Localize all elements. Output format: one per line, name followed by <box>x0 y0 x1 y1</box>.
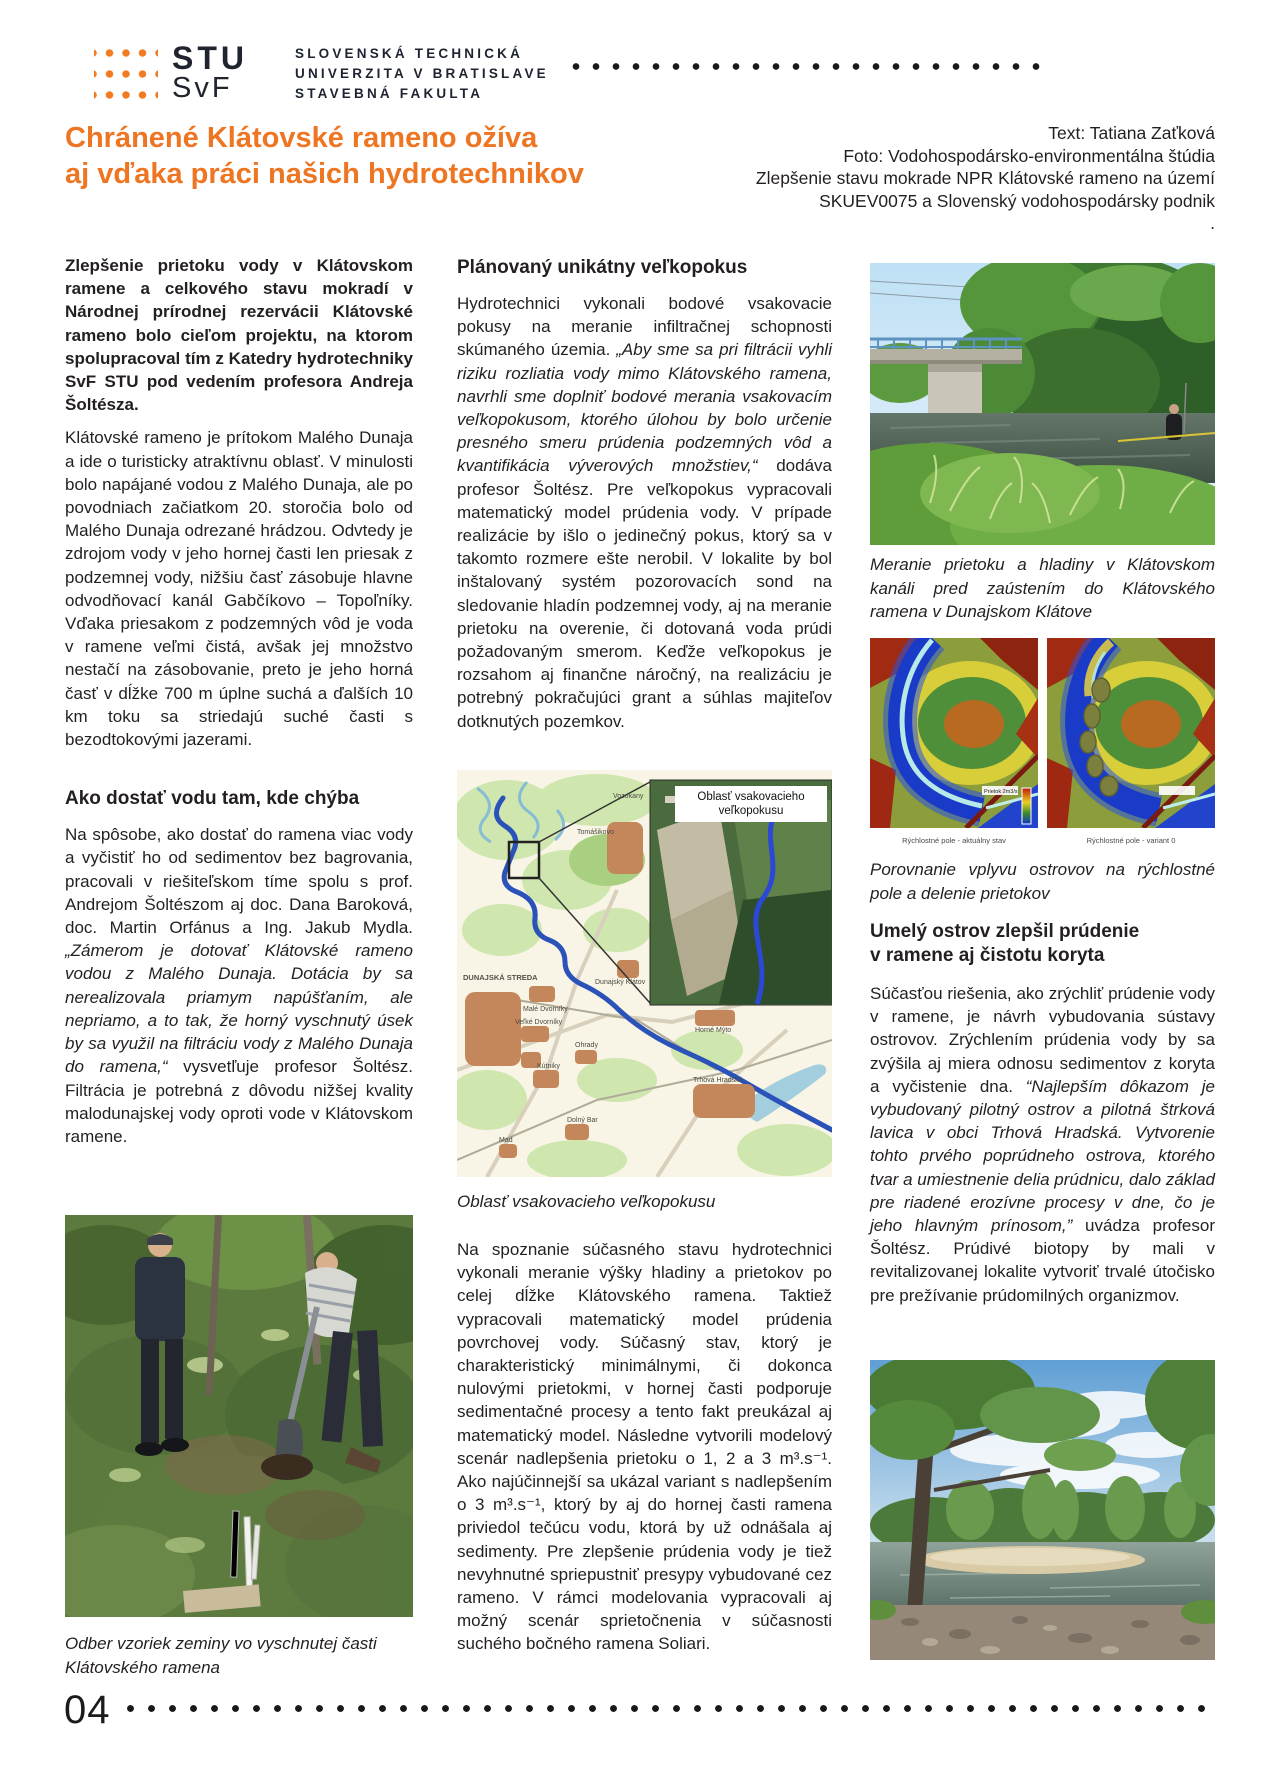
velocity-variant-label: Rýchlostné pole - variant 0 <box>1086 836 1176 845</box>
flow-rate-label: Prietok 2m3/s <box>984 789 1018 795</box>
map-label: Trhová Hradská <box>693 1077 743 1084</box>
map-illustration <box>457 770 832 1177</box>
credit-line: Foto: Vodohospodársko-environmentálna štúdia <box>843 145 1215 166</box>
lead-paragraph: Zlepšenie prietoku vody v Klátovskom ramene a celkového stavu mokradí v Národnej prírodnej rezervácii Klátovské rameno bolo cieľom projektu, na ktorom spolupracoval tím z Katedry hydrotechniky SvF STU pod vedením profesora Andreja Šoltésza. <box>65 256 413 415</box>
map-label: Veľké Dvorníky <box>515 1019 563 1026</box>
photo-soil-sampling-illustration <box>65 1215 413 1617</box>
paragraph: Klátovské rameno je prítokom Malého Dunaja a ide o turisticky atraktívnu oblasť. V minulosti bolo napájané vodou z Malého Dunaja, ale po povodniach začiatkom 20. storočia bolo od Malého Dunaja odrezané hrádzou. Odvtedy je zdrojom vody v jeho hornej časti len priesak z podzemnej vody, nižšiu časť zásobuje hlavne odvodňovací kanál Gabčíkovo – Topoľníky. Vďaka priesakom z podzemných vôd je voda v ramene veľmi čistá, avšak jej množstvo nestačí na zásobovanie, preto je jeho horná časť v dĺžke 700 m úplne suchá a ďalších 10 km toku sa striedajú suché časti s bezodtokovými jazerami. <box>65 428 413 750</box>
text-segment: Súčasťou riešenia, ako zrýchliť prúdenie vody v ramene, je návrh vybudovania sústavy ostrovov. Zrýchlením prúdenia vody by sa zvýšila aj miera odnosu sedimentov z koryta a vyčistenie dna. <box>870 984 1215 1096</box>
section-heading-line-1: Umelý ostrov zlepšil prúdenie <box>870 921 1140 942</box>
article-credits <box>600 122 1215 235</box>
photo-river-bridge-caption: Meranie prietoku a hladiny v Klátovskom kanáli pred zaústením do Klátovského ramena v Dunajskom Klátove <box>870 555 1215 621</box>
column-3-text <box>870 920 1215 1317</box>
section-heading: Plánovaný unikátny veľkopokus <box>457 257 748 278</box>
text-segment: Na spôsobe, ako dostať do ramena viac vody a vyčistiť ho od sedimentov bez bagrovania, pracovali v riešiteľskom tíme spolu s prof. Andrejom Šoltészom aj doc. Dana Baroková, doc. Martin Orfánus a Ing. Jakub Mydla. <box>65 825 413 938</box>
paragraph <box>870 982 1215 1307</box>
velocity-figure-variant <box>1047 638 1215 845</box>
column-2-text-top <box>457 256 832 743</box>
velocity-current-label: Rýchlostné pole - aktuálny stav <box>902 836 1006 845</box>
map-label: Kútniky <box>537 1063 560 1070</box>
text-segment: vysvetľuje profesor Šoltész. Filtrácia je potrebná z dôvodu nižšej kvality malodunajskej vody oproti vode v Klátovskom ramene. <box>65 1057 413 1146</box>
text-segment: Hydrotechnici vykonali bodové vsakovacie pokusy na meranie infiltračnej schopnosti skúmaného územia. <box>457 294 832 360</box>
svf-logo-text: SvF <box>172 72 233 104</box>
quote-segment: “Najlepším dôkazom je vybudovaný pilotný ostrov a pilotná štrková lavica v obci Trhová Hradská. Vytvorenie tohto prvého poprúdneho ostrova, ktorého tvar a umiestnenie delia prúdnicu, dalo základ pre riadené erozívne procesy v dne, čo je jeho hlavným prínosom,” <box>870 1076 1215 1236</box>
university-line-1: SLOVENSKÁ TECHNICKÁ <box>295 46 524 61</box>
map-caption: Oblasť vsakovacieho veľkopokusu <box>457 1192 716 1211</box>
stu-logo-dot-grid-icon <box>94 44 158 104</box>
map-label: Dunajský Klátov <box>595 979 646 986</box>
velocity-map-variant-illustration <box>1047 638 1215 828</box>
photo-gravel-bar-illustration <box>870 1360 1215 1660</box>
page-number: 04 <box>64 1688 111 1732</box>
section-heading-line-2: v ramene aj čistotu koryta <box>870 945 1105 966</box>
map-inset-label: Oblasť vsakovacieho veľkopokusu <box>675 786 827 822</box>
map-label: Dolný Bar <box>567 1117 598 1124</box>
section-heading <box>870 920 1215 968</box>
credit-line: SKUEV0075 a Slovenský vodohospodársky podnik <box>819 190 1215 211</box>
paragraph: Na spoznanie súčasného stavu hydrotechnici vykonali meranie výšky hladiny a prietokov po celej dĺžke Klátovského ramena. Taktiež vypracovali matematický model prúdenia povrchovej vody. Súčasný stav, ktorý je charakteristický minimálnymi, či dokonca nulovými prietokmi, v hornej časti podporuje sedimentačné procesy a tento fakt preukázal aj matematický model. Následne vytvorili modelový scenár nadlepšenia prietoku o 1, 2 a 3 m³.s⁻¹. Ako najúčinnejší sa ukázal variant s nadlepšením o 3 m³.s⁻¹, ktorý by aj do hornej časti ramena priviedol tečúcu vodu, ktorá by už odnášala aj sedimenty. Pre zlepšenie prúdenia vody je tiež nevyhnutné spriepustniť presypy vybudované cez rameno. V rámci modelovania vypracovali aj možný scenár sprietočnenia v súčasnosti suchého bočného ramena Soliari. <box>457 1240 832 1654</box>
map-label: Horné Mýto <box>695 1027 732 1034</box>
photo-soil-sampling-caption: Odber vzoriek zeminy vo vyschnutej časti Klátovského ramena <box>65 1634 377 1677</box>
photo-river-bridge-illustration <box>870 263 1215 545</box>
article-title-line-1: Chránené Klátovské rameno ožíva <box>65 122 538 154</box>
university-line-2: UNIVERZITA V BRATISLAVE <box>295 66 549 81</box>
credit-line: Zlepšenie stavu mokrade NPR Klátovské rameno na území <box>755 168 1215 188</box>
article-title-line-2: aj vďaka práci našich hydrotechnikov <box>65 158 584 190</box>
column-1-text <box>65 254 413 1158</box>
university-line-3: STAVEBNÁ FAKULTA <box>295 86 484 101</box>
paragraph <box>457 292 832 733</box>
text-segment: uvádza profesor Šoltész. Prúdivé biotopy by mali v revitalizovanej lokalite vytvoriť trvalé útočisko pre prežívanie prúdomilných organizmov. <box>870 1216 1215 1305</box>
map-figure <box>457 770 832 1177</box>
map-label: Mad <box>499 1137 513 1144</box>
column-2-text-bottom <box>457 1238 832 1666</box>
velocity-comparison-caption: Porovnanie vplyvu ostrovov na rýchlostné pole a delenie prietokov <box>870 860 1215 903</box>
university-name <box>295 44 549 104</box>
photo-soil-sampling <box>65 1215 413 1617</box>
quote-segment: „Aby sme sa pri filtrácii vyhli riziku rozliatia vody mimo Klátovského ramena, navrhli sme doplniť bodové merania vsakovacím veľkopokusom, ktorého úlohou by bolo určenie presného smeru prúdenia podzemných vôd a kvantifikácia výverových množstiev,“ <box>457 340 832 476</box>
quote-segment: „Zámerom je dotovať Klátovské rameno vodou z Malého Dunaja. Dotácia by sa nerealizovala priamym napúšťaním, ale nepriamo, a to tak, že horný vyschnutý úsek by sa využil na filtráciu vody z Malého Dunaja do ramena,“ <box>65 941 413 1077</box>
stu-logo-text: STU <box>172 40 248 76</box>
credit-line: Text: Tatiana Zaťková <box>1048 123 1215 143</box>
section-heading: Ako dostať vodu tam, kde chýba <box>65 788 360 810</box>
text-segment: dodáva profesor Šoltész. Pre veľkopokus vypracovali matematický model prúdenia vody. V prípade realizácie by išlo o jedinečný pokus, ktorý sa v takomto rozmere ešte nerobil. V lokalite by bol inštalovaný systém pozorovacích sond na sledovanie hladín podzemnej vody, aj na meranie prietoku na overenie, či dotovaná voda prúdi požadovaným smerom. Keďže veľkopokus je rozsahom aj finančne náročný, na realizáciu je potrebný pokračujúci grant a súhlas majiteľov dotknutých pozemkov. <box>457 456 832 731</box>
credit-line: . <box>1210 213 1215 233</box>
header-dotted-rule-icon <box>566 62 1042 71</box>
velocity-figure-current <box>870 638 1038 845</box>
article-title <box>65 120 665 192</box>
map-label: Vozokany <box>613 793 644 800</box>
velocity-comparison-figure <box>870 638 1215 845</box>
photo-gravel-bar <box>870 1360 1215 1660</box>
velocity-map-current-illustration <box>870 638 1038 828</box>
map-label: Malé Dvorníky <box>523 1006 568 1013</box>
map-label: DUNAJSKÁ STREDA <box>463 973 538 982</box>
photo-river-bridge <box>870 263 1215 545</box>
map-label: Tomášikovo <box>577 829 614 836</box>
map-label: Ohrady <box>575 1042 598 1049</box>
paragraph <box>65 823 413 1148</box>
footer-dotted-rule-icon <box>120 1704 1212 1713</box>
